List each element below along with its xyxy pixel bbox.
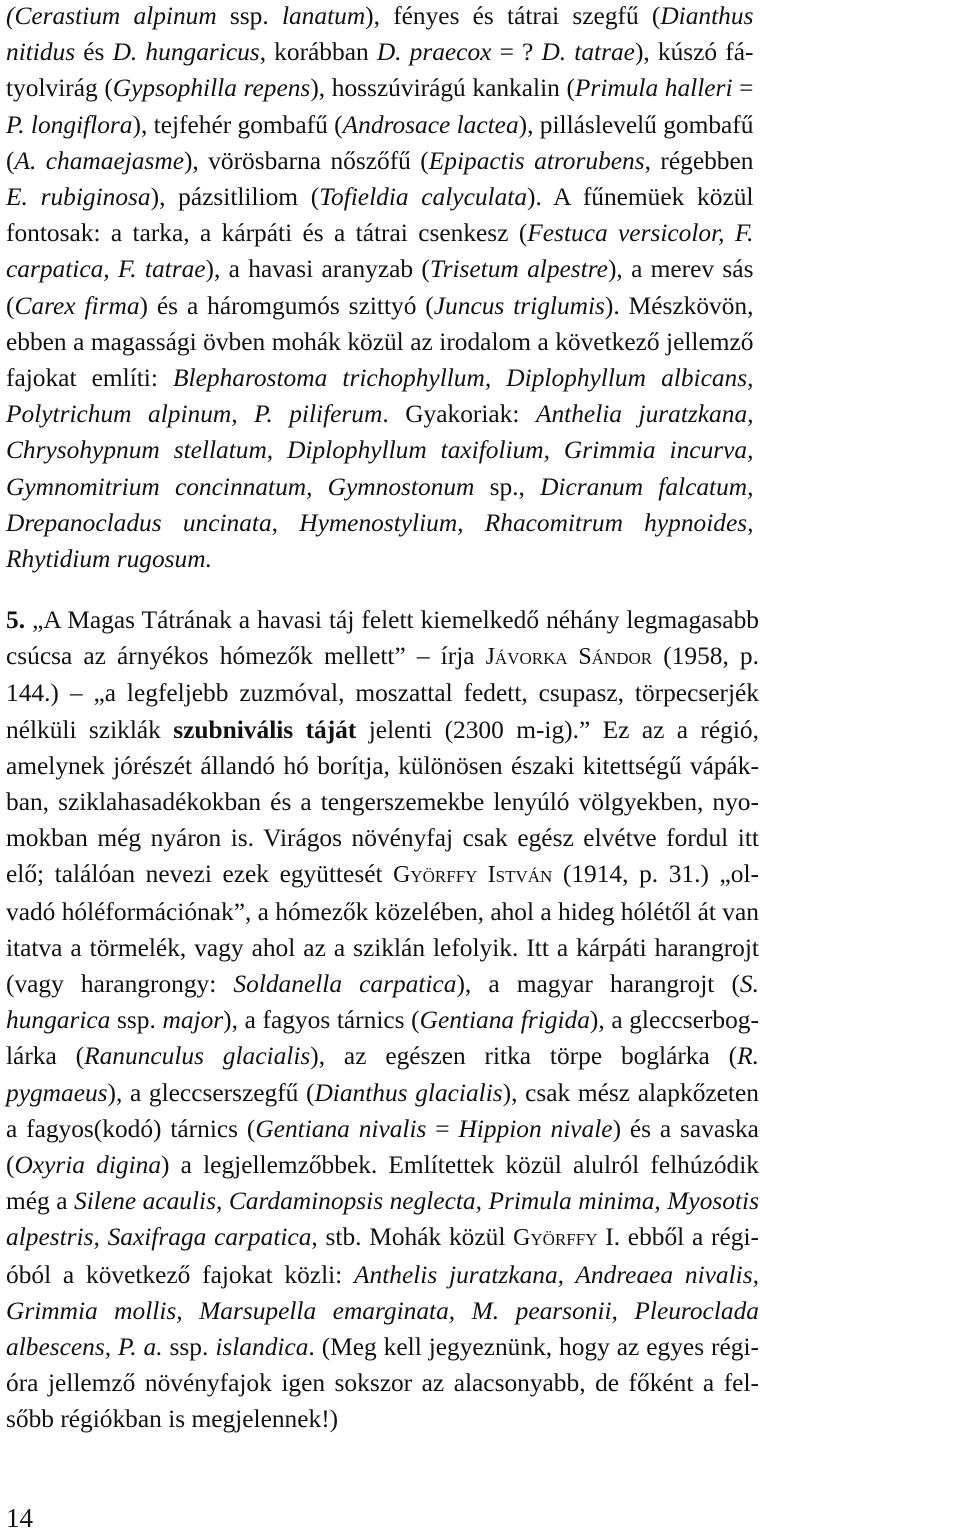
text-line: tyolvirág (Gypsophilla repens), hosszúvirágú kankalin (Primula halleri = [6, 74, 754, 103]
text-line: E. rubiginosa), pázsitliliom (Tofieldia calyculata). A fűnemüek közül [6, 183, 754, 212]
text-line: még a Silene acaulis, Cardaminopsis neglecta, Primula minima, Myosotis [6, 1187, 759, 1216]
text-line: ban, sziklahasadékokban és a tengerszemekbe lenyúló völgyekben, nyo- [6, 788, 759, 817]
text-line: Chrysohypnum stellatum, Diplophyllum taxifolium, Grimmia incurva, [6, 436, 754, 465]
text-line: Rhytidium rugosum. [6, 545, 212, 574]
text-line: elő; találóan nevezi ezek együttesét Györffy István (1914, p. 31.) „ol- [6, 860, 759, 889]
text-line: alpestris, Saxifraga carpatica, stb. Mohák közül Györffy I. ebből a régi- [6, 1223, 759, 1252]
text-line: (A. chamaejasme), vörösbarna nőszőfű (Epipactis atrorubens, régebben [6, 146, 754, 175]
text-line: Grimmia mollis, Marsupella emarginata, M. pearsonii, Pleuroclada [6, 1296, 759, 1325]
text-line: mokban még nyáron is. Virágos növényfaj csak egész elvétve fordul itt [6, 824, 759, 853]
text-line: carpatica, F. tatrae), a havasi aranyzab (Trisetum alpestre), a merev sás [6, 255, 754, 284]
text-line: nitidus és D. hungaricus, korábban D. praecox = ? D. tatrae), kúszó fá- [6, 38, 754, 67]
text-line: a fagyos(kodó) tárnics (Gentiana nivalis = Hippion nivale) és a savaska [6, 1114, 759, 1143]
text-line: (Cerastium alpinum ssp. lanatum), fényes és tátrai szegfű (Dianthus [6, 2, 754, 30]
paragraph-subnival-region [6, 602, 759, 1438]
text-line: vadó hóléformációnak”, a hómezők közelében, ahol a hideg hólétől át van [6, 897, 759, 926]
text-line: amelynek jórészét állandó hó borítja, különösen északi kitettségű vápák- [6, 751, 759, 780]
text-line: pygmaeus), a gleccserszegfű (Dianthus glacialis), csak mész alapkőzeten [6, 1078, 759, 1107]
text-line: csúcsa az árnyékos hómezők mellett” – írja Jávorka Sándor (1958, p. [6, 642, 759, 671]
text-line: óra jellemző növényfajok igen sokszor az alacsonyabb, de főként a fel- [6, 1369, 759, 1398]
paragraph-species-list [6, 0, 753, 577]
page-number: 14 [6, 1503, 33, 1533]
text-line: hungarica ssp. major), a fagyos tárnics (Gentiana frigida), a gleccserbog- [6, 1006, 759, 1035]
text-line: itatva a törmelék, vagy ahol az a sziklán lefolyik. Itt a kárpáti harangrojt [6, 933, 759, 962]
text-line: (Carex firma) és a háromgumós szittyó (Juncus triglumis). Mészkövön, [6, 291, 754, 320]
text-line: (vagy harangrongy: Soldanella carpatica), a magyar harangrojt (S. [6, 970, 759, 999]
text-line: fontosak: a tarka, a kárpáti és a tátrai csenkesz (Festuca versicolor, F. [6, 219, 754, 248]
text-line: P. longiflora), tejfehér gombafű (Androsace lactea), pilláslevelű gombafű [6, 110, 754, 139]
text-line: albescens, P. a. ssp. islandica. (Meg kell jegyeznünk, hogy az egyes régi- [6, 1333, 759, 1362]
text-line: (Oxyria digina) a legjellemzőbbek. Említettek közül alulról felhúzódik [6, 1151, 759, 1180]
text-line: ebben a magassági övben mohák közül az irodalom a következő jellemző [6, 327, 754, 356]
text-line: 5. „A Magas Tátrának a havasi táj felett kiemelkedő néhány legmagasabb [6, 606, 759, 634]
text-line: Drepanocladus uncinata, Hymenostylium, Rhacomitrum hypnoides, [6, 508, 754, 537]
text-line: nélküli sziklák szubnivális táját jelenti (2300 m-ig).” Ez az a régió, [6, 715, 759, 744]
text-line: Polytrichum alpinum, P. piliferum. Gyakoriak: Anthelia juratzkana, [6, 400, 754, 429]
text-line: sőbb régiókban is megjelennek!) [6, 1405, 339, 1434]
text-line: óból a következő fajokat közli: Anthelis juratzkana, Andreaea nivalis, [6, 1260, 759, 1289]
text-line: 144.) – „a legfeljebb zuzmóval, moszattal fedett, csupasz, törpecserjék [6, 679, 759, 708]
text-line: lárka (Ranunculus glacialis), az egészen ritka törpe boglárka (R. [6, 1042, 759, 1071]
text-line: Gymnomitrium concinnatum, Gymnostonum sp., Dicranum falcatum, [6, 472, 754, 501]
text-line: fajokat említi: Blepharostoma trichophyllum, Diplophyllum albicans, [6, 364, 754, 393]
